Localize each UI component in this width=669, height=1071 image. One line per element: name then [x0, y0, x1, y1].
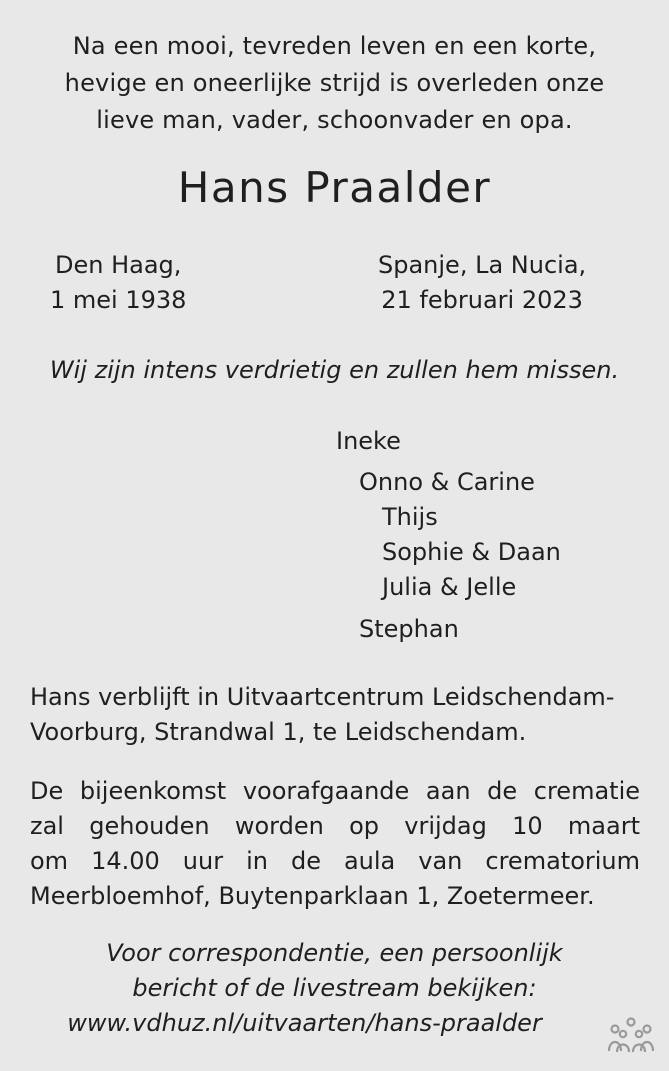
birth-place: Den Haag,: [55, 251, 182, 279]
intro-text: [0, 28, 669, 139]
location-text: [30, 680, 640, 750]
family-child: Stephan: [359, 615, 459, 643]
birth-date: 1 mei 1938: [50, 286, 187, 314]
family-grandchild: Julia & Jelle: [382, 573, 517, 601]
website-link[interactable]: www.vdhuz.nl/uitvaarten/hans-praalder: [67, 1009, 542, 1037]
birth-info: [50, 248, 186, 318]
closing-text: [0, 936, 669, 1041]
closing-line: bericht of de livestream bekijken:: [132, 974, 537, 1002]
closing-line: Voor correspondentie, een persoonlijk: [106, 939, 563, 967]
family-grandchild: Sophie & Daan: [382, 538, 561, 566]
deceased-name: Hans Praalder: [177, 163, 492, 212]
death-place: Spanje, La Nucia,: [378, 251, 587, 279]
intro-line: hevige en oneerlijke strijd is overleden onze: [64, 69, 605, 97]
ceremony-line: zal gehouden worden op vrijdag 10 maart: [30, 812, 640, 840]
people-group-icon: [606, 1017, 656, 1055]
location-line: Voorburg, Strandwal 1, te Leidschendam.: [30, 718, 527, 746]
family-partner: Ineke: [336, 427, 401, 455]
ceremony-text: [30, 774, 640, 914]
death-info: [378, 248, 586, 318]
family-child: Onno & Carine: [359, 468, 535, 496]
intro-line: lieve man, vader, schoonvader en opa.: [96, 106, 573, 134]
ceremony-line: De bijeenkomst voorafgaande aan de crematie: [30, 777, 640, 805]
location-line: Hans verblijft in Uitvaartcentrum Leidschendam-: [30, 683, 615, 711]
family-grandchild: Thijs: [382, 503, 438, 531]
ceremony-line: om 14.00 uur in de aula van crematorium: [30, 847, 640, 875]
death-date: 21 februari 2023: [381, 286, 583, 314]
ceremony-line: Meerbloemhof, Buytenparklaan 1, Zoetermeer.: [30, 882, 595, 910]
intro-line: Na een mooi, tevreden leven en een korte,: [72, 32, 597, 60]
sentiment-text: Wij zijn intens verdrietig en zullen hem missen.: [49, 356, 620, 384]
